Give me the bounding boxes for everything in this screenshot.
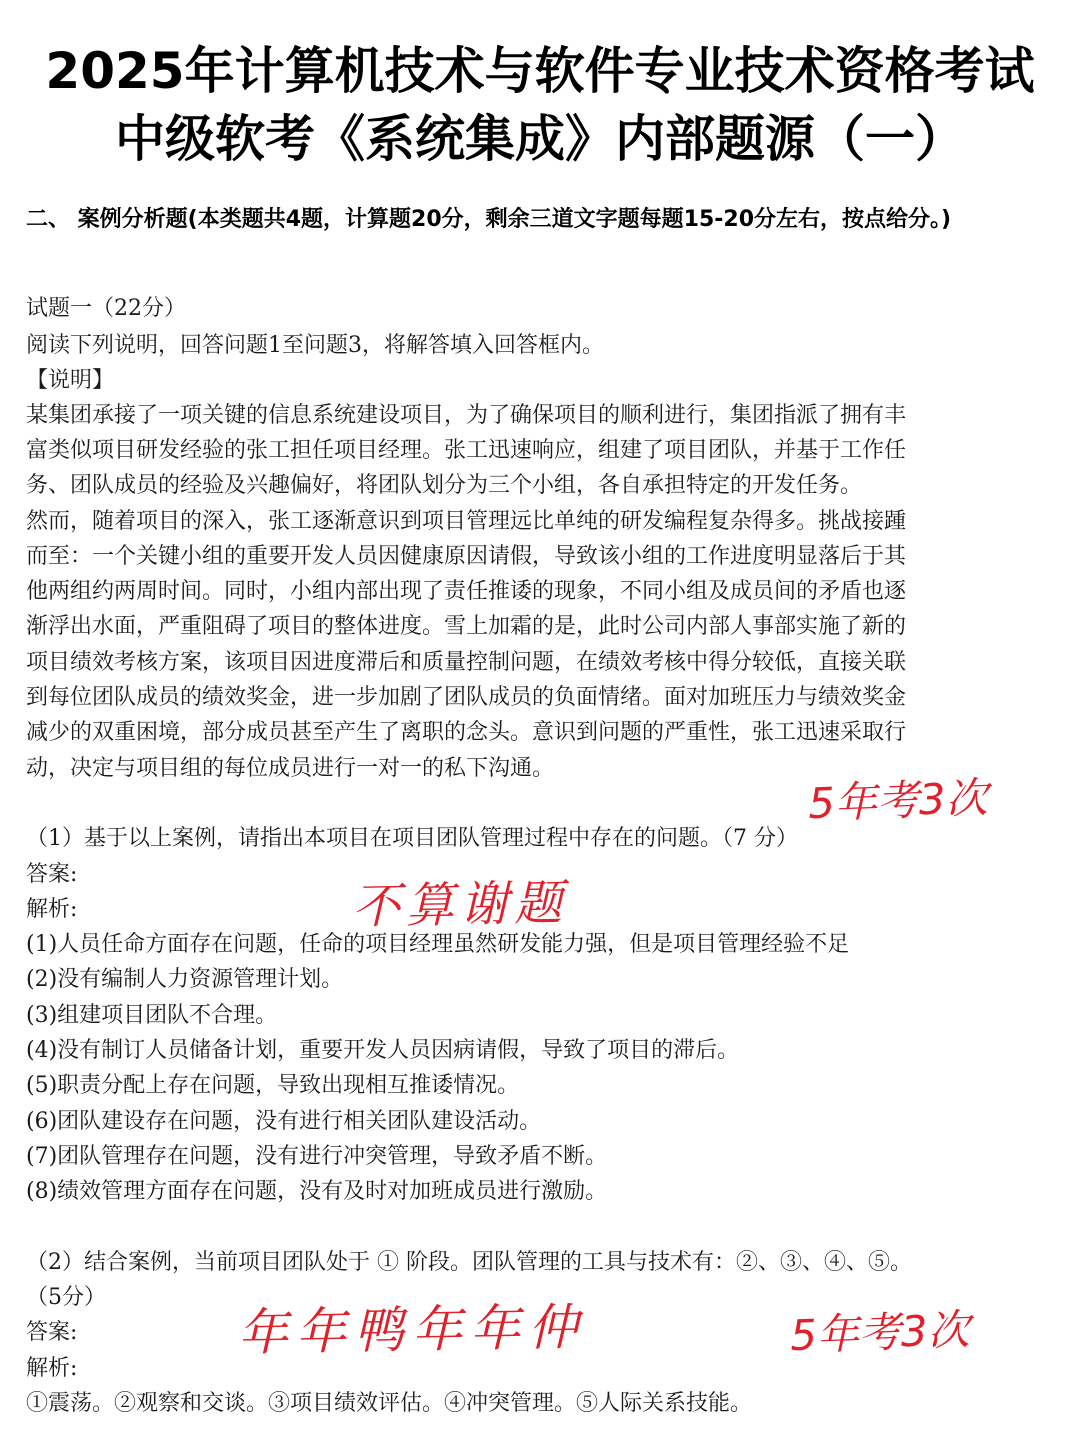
explain-label: 【说明】	[26, 368, 115, 393]
sub-question-2-score: （5分）	[26, 1285, 106, 1310]
paragraph-line: 减少的双重困境，部分成员甚至产生了离职的念头。意识到问题的严重性，张工迅速采取行	[26, 720, 907, 745]
answer-label: 答案:	[26, 1320, 78, 1345]
analysis-item: (2)没有编制人力资源管理计划。	[26, 967, 344, 992]
paragraph-line: 某集团承接了一项关键的信息系统建设项目，为了确保项目的顺利进行，集团指派了拥有丰	[26, 403, 907, 428]
paragraph-line: 项目绩效考核方案，该项目因进度滞后和质量控制问题，在绩效考核中得分较低，直接关联	[26, 650, 907, 675]
question-header: 试题一（22分）	[26, 296, 186, 321]
handwritten-note: 年年鸭年年仲	[237, 1297, 587, 1363]
section-heading: 二、 案例分析题(本类题共4题，计算题20分，剩余三道文字题每题15-20分左右，按点给分。)	[26, 207, 952, 232]
paragraph-line: 他两组约两周时间。同时，小组内部出现了责任推诿的现象，不同小组及成员间的矛盾也逐	[26, 579, 907, 604]
analysis-item: (1)人员任命方面存在问题，任命的项目经理虽然研发能力强，但是项目管理经验不足	[26, 932, 850, 957]
paragraph-line: 然而，随着项目的深入，张工逐渐意识到项目管理远比单纯的研发编程复杂得多。挑战接踵	[26, 509, 907, 534]
analysis-item: (5)职责分配上存在问题，导致出现相互推诿情况。	[26, 1073, 520, 1098]
analysis-label: 解析:	[26, 897, 78, 922]
analysis-item: (7)团队管理存在问题，没有进行冲突管理，导致矛盾不断。	[26, 1144, 608, 1169]
analysis-item: (3)组建项目团队不合理。	[26, 1003, 278, 1028]
paragraph-line: 动，决定与项目组的每位成员进行一对一的私下沟通。	[26, 756, 555, 781]
page-title-line-1: 2025年计算机技术与软件专业技术资格考试	[45, 42, 1035, 100]
page-title-line-2: 中级软考《系统集成》内部题源（一）	[115, 110, 965, 168]
sub-question-2: （2）结合案例，当前项目团队处于 ① 阶段。团队管理的工具与技术有：②、③、④、⑤。	[26, 1250, 912, 1275]
paragraph-line: 富类似项目研发经验的张工担任项目经理。张工迅速响应，组建了项目团队，并基于工作任	[26, 438, 907, 463]
analysis-item: (8)绩效管理方面存在问题，没有及时对加班成员进行激励。	[26, 1179, 608, 1204]
analysis-item: (6)团队建设存在问题，没有进行相关团队建设活动。	[26, 1109, 542, 1134]
paragraph-line: 渐浮出水面，严重阻碍了项目的整体进度。雪上加霜的是，此时公司内部人事部实施了新的	[26, 614, 907, 639]
paragraph-line: 而至：一个关键小组的重要开发人员因健康原因请假，导致该小组的工作进度明显落后于其	[26, 544, 907, 569]
analysis-answer: ①震荡。②观察和交谈。③项目绩效评估。④冲突管理。⑤人际关系技能。	[26, 1391, 753, 1416]
paragraph-line: 到每位团队成员的绩效奖金，进一步加剧了团队成员的负面情绪。面对加班压力与绩效奖金	[26, 685, 907, 710]
sub-question-1: （1）基于以上案例，请指出本项目在项目团队管理过程中存在的问题。（7 分）	[26, 826, 798, 851]
handwritten-note: 不算谢题	[351, 875, 569, 935]
handwritten-note: 5年考3次	[807, 772, 989, 829]
answer-label: 答案:	[26, 862, 78, 887]
handwritten-note: 5年考3次	[789, 1304, 971, 1361]
analysis-label: 解析:	[26, 1356, 78, 1381]
paragraph-line: 务、团队成员的经验及兴趣偏好，将团队划分为三个小组，各自承担特定的开发任务。	[26, 473, 863, 498]
analysis-item: (4)没有制订人员储备计划，重要开发人员因病请假，导致了项目的滞后。	[26, 1038, 740, 1063]
question-instruction: 阅读下列说明，回答问题1至问题3，将解答填入回答框内。	[26, 333, 604, 358]
